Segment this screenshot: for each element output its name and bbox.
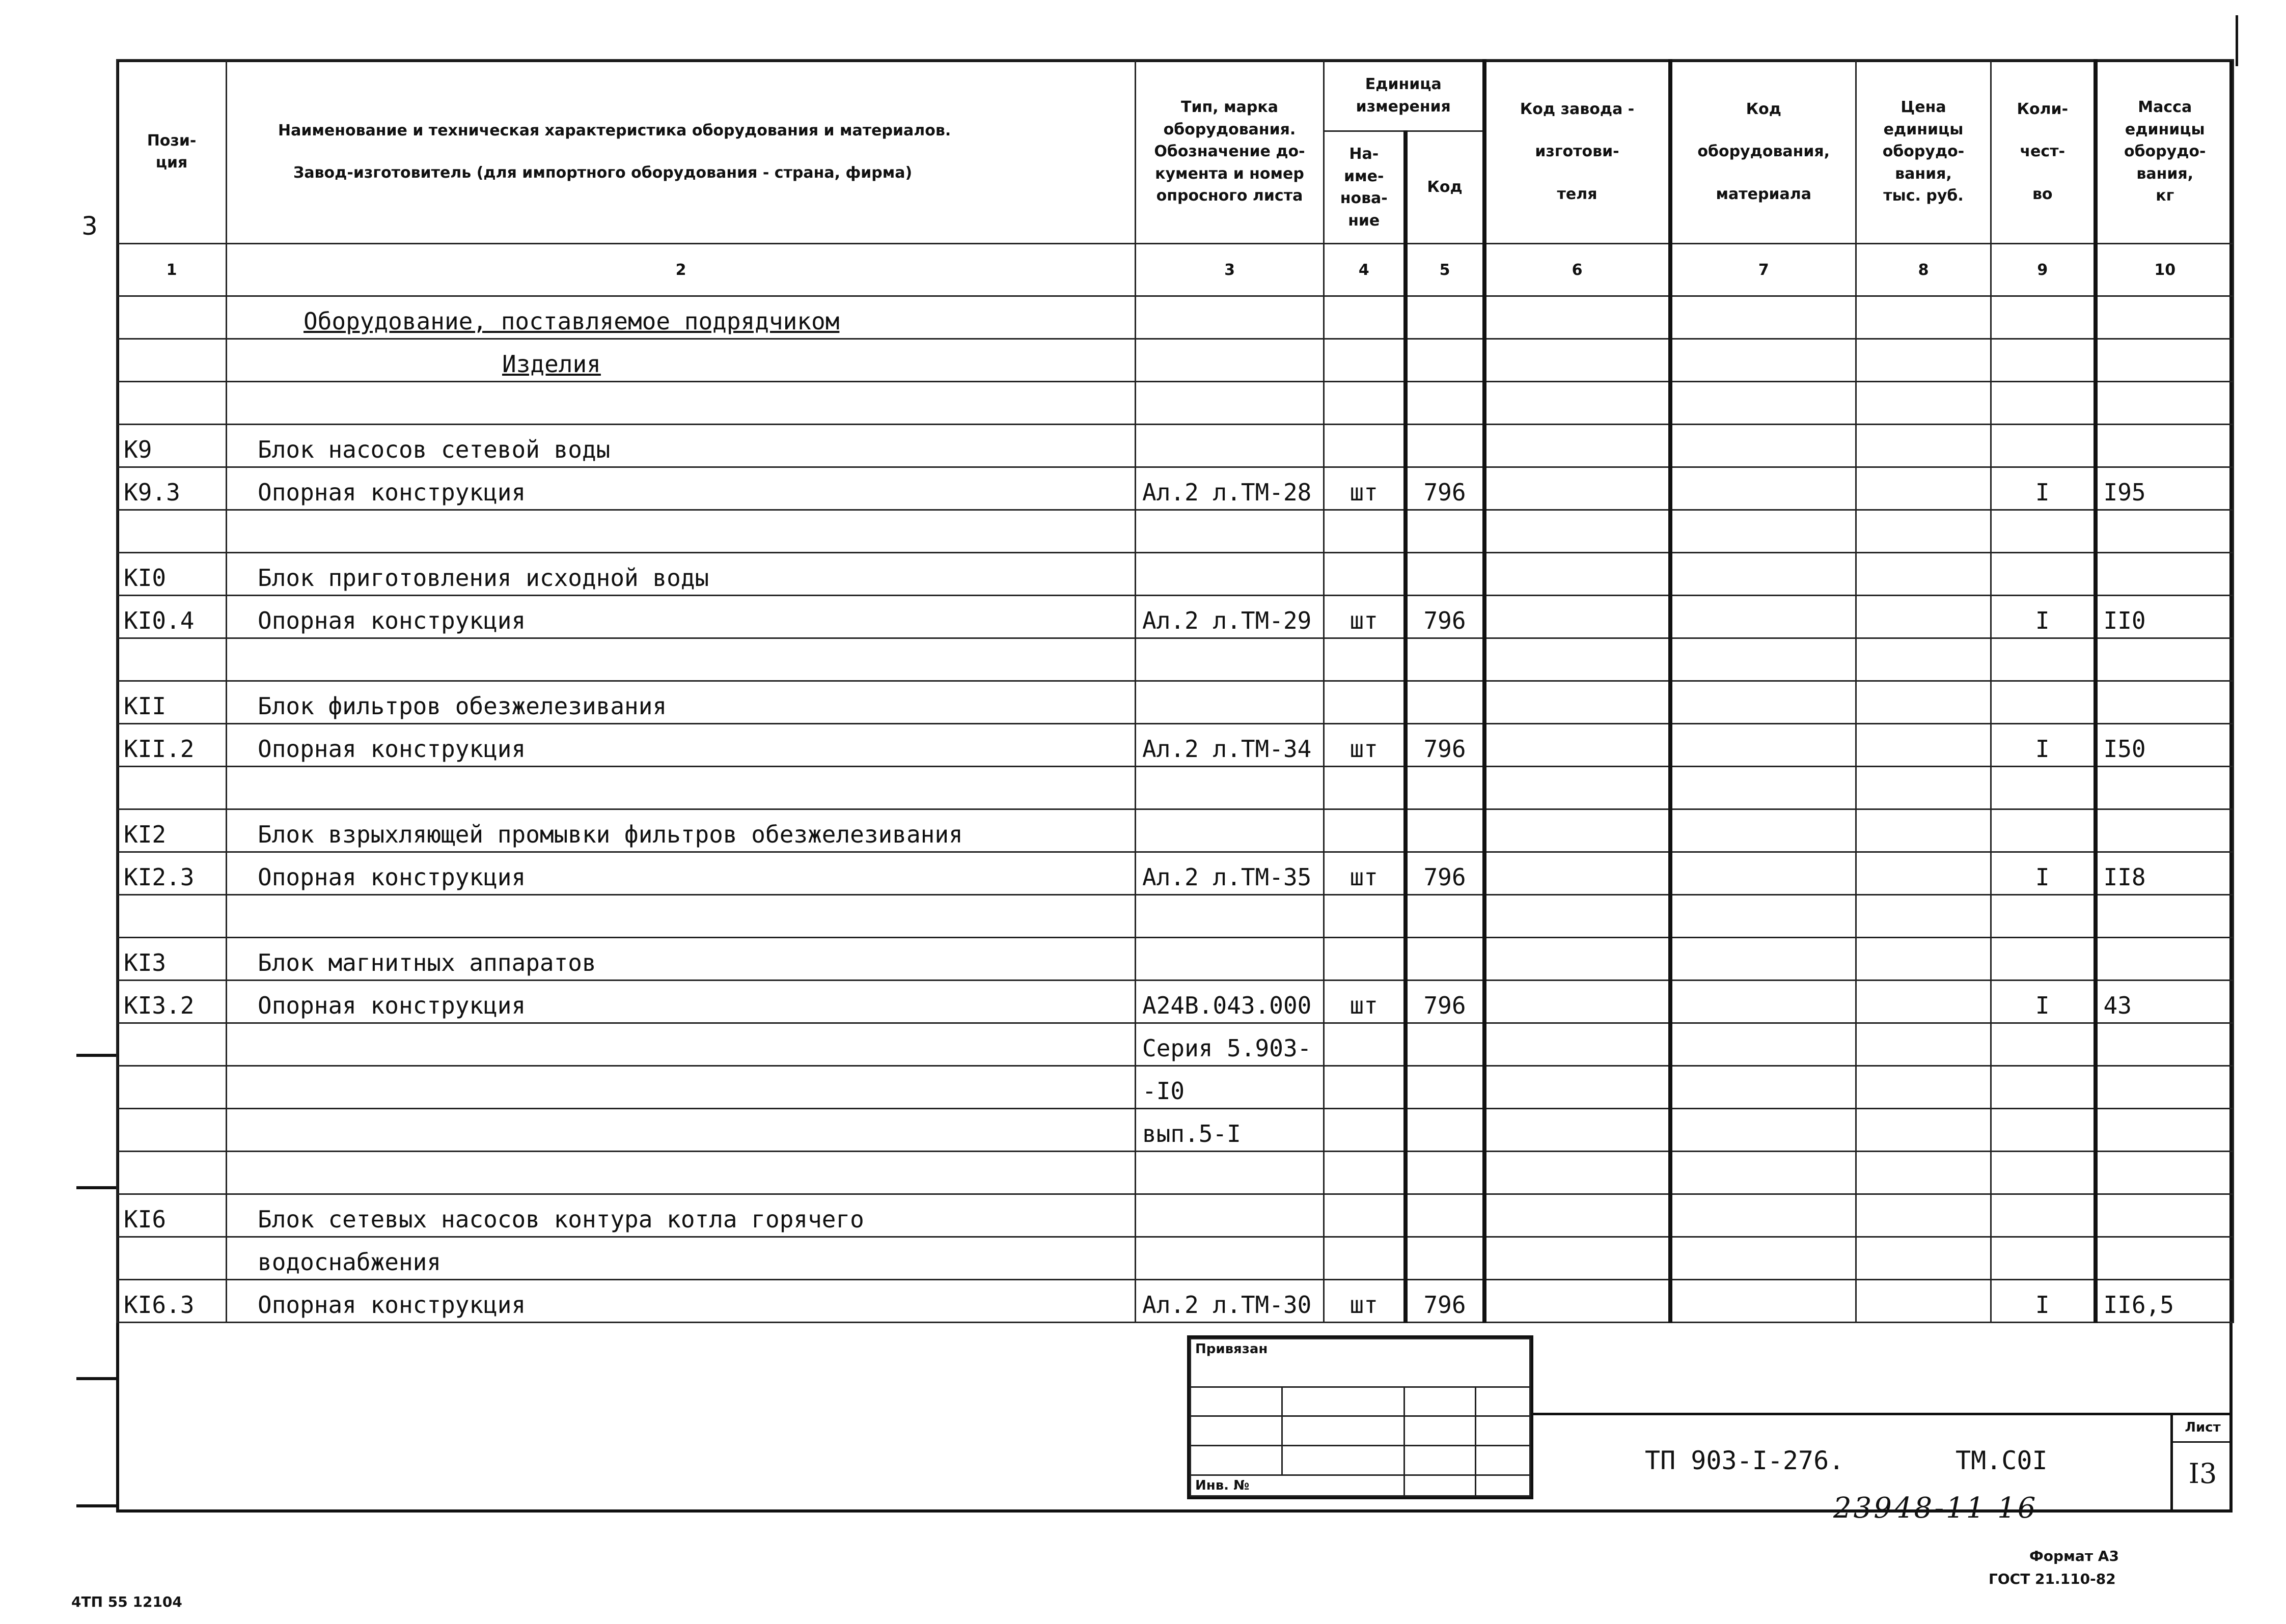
quantity-cell (1991, 681, 2096, 724)
type-cell (1136, 895, 1324, 938)
type-cell: А24В.043.000 (1136, 981, 1324, 1023)
price-cell (1856, 1109, 1991, 1152)
name-cell: Блок взрыхляющей промывки фильтров обезжелезивания (227, 809, 1136, 852)
equipment-code-cell (1670, 510, 1856, 553)
position-cell: КI0.4 (117, 596, 227, 638)
approval-stamp (1187, 1335, 1533, 1499)
equipment-code-cell (1670, 425, 1856, 467)
name-cell (227, 767, 1136, 809)
type-cell (1136, 809, 1324, 852)
equipment-code-cell (1670, 1280, 1856, 1323)
price-cell (1856, 510, 1991, 553)
quantity-cell (1991, 425, 2096, 467)
name-cell (227, 1109, 1136, 1152)
mass-cell (2096, 1194, 2234, 1237)
type-cell: Серия 5.903- (1136, 1023, 1324, 1066)
position-cell: КI2 (117, 809, 227, 852)
margin-tick (76, 1054, 116, 1057)
table-row (117, 981, 2234, 1023)
margin-tick (2236, 15, 2238, 66)
position-cell: КII (117, 681, 227, 724)
unit-code-cell (1406, 638, 1484, 681)
equipment-code-cell (1670, 767, 1856, 809)
type-cell (1136, 767, 1324, 809)
unit-name-cell (1324, 1066, 1406, 1109)
column-number: 4 (1324, 244, 1406, 296)
mass-cell: I50 (2096, 724, 2234, 767)
header-unit-name: На- име- нова- ние (1324, 131, 1406, 244)
equipment-code-cell (1670, 638, 1856, 681)
column-number: 3 (1136, 244, 1324, 296)
manufacturer-code-cell (1484, 1023, 1670, 1066)
table-row (117, 638, 2234, 681)
column-number: 5 (1406, 244, 1484, 296)
position-cell: КI0 (117, 553, 227, 596)
price-cell (1856, 895, 1991, 938)
quantity-cell: I (1991, 596, 2096, 638)
column-number: 9 (1991, 244, 2096, 296)
unit-name-cell (1324, 425, 1406, 467)
mass-cell (2096, 1237, 2234, 1280)
equipment-code-cell (1670, 809, 1856, 852)
header-quantity: Коли- чест- во (1991, 60, 2096, 244)
name-cell (227, 382, 1136, 425)
table-row (117, 852, 2234, 895)
handwritten-number: 23948-11 16 (1833, 1492, 2038, 1525)
price-cell (1856, 638, 1991, 681)
equipment-code-cell (1670, 681, 1856, 724)
unit-name-cell (1324, 681, 1406, 724)
unit-code-cell: 796 (1406, 852, 1484, 895)
margin-tick (76, 1504, 116, 1507)
name-cell: Блок приготовления исходной воды (227, 553, 1136, 596)
document-code: ТП 903-I-276. (1645, 1446, 1844, 1475)
position-cell (117, 895, 227, 938)
manufacturer-code-cell (1484, 1109, 1670, 1152)
position-cell: КI3 (117, 938, 227, 981)
quantity-cell (1991, 1194, 2096, 1237)
quantity-cell (1991, 1237, 2096, 1280)
unit-code-cell (1406, 767, 1484, 809)
unit-code-cell (1406, 1023, 1484, 1066)
header-unit-group: Единица измерения (1324, 60, 1484, 131)
manufacturer-code-cell (1484, 938, 1670, 981)
position-cell (117, 767, 227, 809)
type-cell (1136, 553, 1324, 596)
type-cell: Ал.2 л.ТМ-34 (1136, 724, 1324, 767)
name-cell: Опорная конструкция (227, 852, 1136, 895)
equipment-code-cell (1670, 895, 1856, 938)
unit-name-cell: шт (1324, 467, 1406, 510)
manufacturer-code-cell (1484, 1194, 1670, 1237)
mass-cell (2096, 382, 2234, 425)
name-cell (227, 1023, 1136, 1066)
document-mark: ТМ.С0I (1956, 1446, 2048, 1475)
equipment-code-cell (1670, 553, 1856, 596)
unit-name-cell (1324, 510, 1406, 553)
unit-code-cell (1406, 895, 1484, 938)
header-manufacturer-code: Код завода - изготови- теля (1484, 60, 1670, 244)
table-row (117, 1109, 2234, 1152)
column-number: 1 (117, 244, 227, 296)
price-cell (1856, 938, 1991, 981)
type-cell (1136, 638, 1324, 681)
unit-code-cell (1406, 1109, 1484, 1152)
mass-cell (2096, 681, 2234, 724)
manufacturer-code-cell (1484, 638, 1670, 681)
price-cell (1856, 1066, 1991, 1109)
unit-code-cell: 796 (1406, 724, 1484, 767)
price-cell (1856, 1152, 1991, 1194)
unit-code-cell (1406, 1152, 1484, 1194)
name-cell (227, 1152, 1136, 1194)
unit-code-cell (1406, 425, 1484, 467)
name-cell: Опорная конструкция (227, 981, 1136, 1023)
equipment-code-cell (1670, 596, 1856, 638)
manufacturer-code-cell (1484, 895, 1670, 938)
title-block-line (1533, 1413, 2233, 1415)
unit-code-cell (1406, 510, 1484, 553)
mass-cell (2096, 425, 2234, 467)
name-cell: Опорная конструкция (227, 1280, 1136, 1323)
type-cell (1136, 1237, 1324, 1280)
quantity-cell (1991, 510, 2096, 553)
mass-cell: I95 (2096, 467, 2234, 510)
table-row (117, 382, 2234, 425)
manufacturer-code-cell (1484, 724, 1670, 767)
table-row (117, 553, 2234, 596)
unit-code-cell (1406, 382, 1484, 425)
type-cell (1136, 425, 1324, 467)
equipment-code-cell (1670, 724, 1856, 767)
table-row (117, 1280, 2234, 1323)
manufacturer-code-cell (1484, 467, 1670, 510)
quantity-cell (1991, 638, 2096, 681)
header-equipment-code: Код оборудования, материала (1670, 60, 1856, 244)
unit-name-cell (1324, 553, 1406, 596)
price-cell (1856, 981, 1991, 1023)
position-cell: КI6 (117, 1194, 227, 1237)
table-row (117, 339, 2234, 382)
position-cell: КII.2 (117, 724, 227, 767)
manufacturer-code-cell (1484, 382, 1670, 425)
table-row (117, 895, 2234, 938)
manufacturer-code-cell (1484, 809, 1670, 852)
quantity-cell (1991, 553, 2096, 596)
table-row (117, 425, 2234, 467)
table-row (117, 1023, 2234, 1066)
manufacturer-code-cell (1484, 767, 1670, 809)
type-cell (1136, 938, 1324, 981)
equipment-code-cell (1670, 1152, 1856, 1194)
name-cell: Блок фильтров обезжелезивания (227, 681, 1136, 724)
price-cell (1856, 809, 1991, 852)
position-cell (117, 1152, 227, 1194)
column-number: 8 (1856, 244, 1991, 296)
quantity-cell: I (1991, 981, 2096, 1023)
type-cell (1136, 510, 1324, 553)
mass-cell (2096, 809, 2234, 852)
table-row (117, 767, 2234, 809)
name-cell (227, 510, 1136, 553)
quantity-cell (1991, 1023, 2096, 1066)
position-cell: К9 (117, 425, 227, 467)
unit-name-cell: шт (1324, 1280, 1406, 1323)
unit-code-cell: 796 (1406, 1280, 1484, 1323)
unit-name-cell: шт (1324, 981, 1406, 1023)
unit-name-cell: шт (1324, 724, 1406, 767)
quantity-cell (1991, 809, 2096, 852)
unit-code-cell (1406, 553, 1484, 596)
unit-code-cell (1406, 938, 1484, 981)
unit-name-cell (1324, 1237, 1406, 1280)
unit-name-cell (1324, 1023, 1406, 1066)
specification-table (116, 59, 2234, 1323)
table-row (117, 681, 2234, 724)
position-cell (117, 1109, 227, 1152)
price-cell (1856, 467, 1991, 510)
name-cell: Опорная конструкция (227, 467, 1136, 510)
table-row (117, 596, 2234, 638)
stamp-tied-label: Привязан (1191, 1339, 1530, 1387)
manufacturer-code-cell (1484, 510, 1670, 553)
price-cell (1856, 852, 1991, 895)
header-position: Пози- ция (117, 60, 227, 244)
manufacturer-code-cell (1484, 1237, 1670, 1280)
quantity-cell (1991, 767, 2096, 809)
mass-cell (2096, 638, 2234, 681)
position-cell: КI6.3 (117, 1280, 227, 1323)
equipment-code-cell (1670, 382, 1856, 425)
quantity-cell (1991, 895, 2096, 938)
stamp-inventory-label: Инв. № (1191, 1475, 1404, 1496)
mass-cell (2096, 895, 2234, 938)
unit-code-cell (1406, 1066, 1484, 1109)
unit-code-cell: 796 (1406, 981, 1484, 1023)
mass-cell (2096, 553, 2234, 596)
price-cell (1856, 724, 1991, 767)
manufacturer-code-cell (1484, 425, 1670, 467)
type-cell (1136, 382, 1324, 425)
name-cell: Опорная конструкция (227, 724, 1136, 767)
type-cell: Ал.2 л.ТМ-30 (1136, 1280, 1324, 1323)
archive-code: 4ТП 55 12104 (71, 1593, 182, 1610)
unit-name-cell (1324, 938, 1406, 981)
unit-code-cell: 796 (1406, 467, 1484, 510)
manufacturer-code-cell (1484, 681, 1670, 724)
table-row (117, 724, 2234, 767)
type-cell (1136, 681, 1324, 724)
type-cell (1136, 1152, 1324, 1194)
column-number: 10 (2096, 244, 2234, 296)
quantity-cell: I (1991, 724, 2096, 767)
unit-name-cell: шт (1324, 596, 1406, 638)
position-cell: К9.3 (117, 467, 227, 510)
name-cell (227, 895, 1136, 938)
price-cell (1856, 382, 1991, 425)
margin-tick (76, 1377, 116, 1380)
mass-cell (2096, 1152, 2234, 1194)
type-cell: -I0 (1136, 1066, 1324, 1109)
quantity-cell (1991, 938, 2096, 981)
name-cell: Опорная конструкция (227, 596, 1136, 638)
price-cell (1856, 1237, 1991, 1280)
table-row (117, 809, 2234, 852)
equipment-code-cell (1670, 1066, 1856, 1109)
header-name: Наименование и техническая характеристика оборудования и материалов. Завод-изготовитель (для импортного оборудования - страна, фирма) (227, 60, 1136, 244)
column-number: 6 (1484, 244, 1670, 296)
margin-mark: 3 (81, 211, 98, 241)
mass-cell: II0 (2096, 596, 2234, 638)
header-mass: Масса единицы оборудо- вания, кг (2096, 60, 2234, 244)
position-cell (117, 510, 227, 553)
unit-name-cell (1324, 1194, 1406, 1237)
position-cell (117, 1023, 227, 1066)
column-number: 2 (227, 244, 1136, 296)
type-cell: Ал.2 л.ТМ-29 (1136, 596, 1324, 638)
header-type: Тип, марка оборудования. Обозначение до- кумента и номер опросного листа (1136, 60, 1324, 244)
table-row (117, 467, 2234, 510)
manufacturer-code-cell (1484, 553, 1670, 596)
price-cell (1856, 1280, 1991, 1323)
equipment-code-cell (1670, 1194, 1856, 1237)
manufacturer-code-cell (1484, 1152, 1670, 1194)
quantity-cell (1991, 1152, 2096, 1194)
name-cell: Блок насосов сетевой воды (227, 425, 1136, 467)
column-number: 7 (1670, 244, 1856, 296)
position-cell (117, 1237, 227, 1280)
table-row (117, 1194, 2234, 1237)
sheet-label: Лист (2173, 1414, 2233, 1443)
type-cell: вып.5-I (1136, 1109, 1324, 1152)
unit-code-cell: 796 (1406, 596, 1484, 638)
price-cell (1856, 1023, 1991, 1066)
type-cell: Ал.2 л.ТМ-35 (1136, 852, 1324, 895)
format-label: Формат А3 (2029, 1548, 2119, 1564)
name-cell (227, 1066, 1136, 1109)
unit-code-cell (1406, 1237, 1484, 1280)
subsection-title: Изделия (227, 339, 1136, 382)
unit-name-cell (1324, 767, 1406, 809)
header-unit-code: Код (1406, 131, 1484, 244)
type-cell: Ал.2 л.ТМ-28 (1136, 467, 1324, 510)
quantity-cell (1991, 382, 2096, 425)
price-cell (1856, 553, 1991, 596)
unit-code-cell (1406, 1194, 1484, 1237)
table-row (117, 296, 2234, 339)
manufacturer-code-cell (1484, 1280, 1670, 1323)
quantity-cell: I (1991, 1280, 2096, 1323)
mass-cell (2096, 938, 2234, 981)
name-cell (227, 638, 1136, 681)
manufacturer-code-cell (1484, 1066, 1670, 1109)
manufacturer-code-cell (1484, 981, 1670, 1023)
mass-cell (2096, 1023, 2234, 1066)
sheet-number-box (2170, 1414, 2233, 1510)
position-cell: КI3.2 (117, 981, 227, 1023)
equipment-code-cell (1670, 938, 1856, 981)
position-cell (117, 382, 227, 425)
position-cell (117, 1066, 227, 1109)
header-price: Цена единицы оборудо- вания, тыс. руб. (1856, 60, 1991, 244)
price-cell (1856, 596, 1991, 638)
unit-name-cell (1324, 382, 1406, 425)
equipment-code-cell (1670, 1109, 1856, 1152)
quantity-cell (1991, 1109, 2096, 1152)
price-cell (1856, 767, 1991, 809)
unit-name-cell (1324, 809, 1406, 852)
price-cell (1856, 1194, 1991, 1237)
quantity-cell: I (1991, 852, 2096, 895)
sheet-number: I3 (2188, 1458, 2217, 1490)
standard-label: ГОСТ 21.110-82 (1989, 1571, 2116, 1587)
table-row (117, 1152, 2234, 1194)
quantity-cell: I (1991, 467, 2096, 510)
position-cell: КI2.3 (117, 852, 227, 895)
section-title: Оборудование, поставляемое подрядчиком (227, 296, 1136, 339)
unit-name-cell (1324, 1109, 1406, 1152)
manufacturer-code-cell (1484, 852, 1670, 895)
mass-cell (2096, 767, 2234, 809)
equipment-code-cell (1670, 1023, 1856, 1066)
mass-cell (2096, 510, 2234, 553)
unit-name-cell (1324, 638, 1406, 681)
equipment-code-cell (1670, 1237, 1856, 1280)
position-cell (117, 638, 227, 681)
mass-cell (2096, 1109, 2234, 1152)
table-row (117, 1066, 2234, 1109)
mass-cell: II6,5 (2096, 1280, 2234, 1323)
manufacturer-code-cell (1484, 596, 1670, 638)
mass-cell (2096, 1066, 2234, 1109)
unit-name-cell: шт (1324, 852, 1406, 895)
table-row (117, 1237, 2234, 1280)
name-cell: Блок магнитных аппаратов (227, 938, 1136, 981)
price-cell (1856, 681, 1991, 724)
unit-code-cell (1406, 681, 1484, 724)
equipment-code-cell (1670, 467, 1856, 510)
equipment-code-cell (1670, 981, 1856, 1023)
unit-name-cell (1324, 1152, 1406, 1194)
margin-tick (76, 1186, 116, 1189)
unit-name-cell (1324, 895, 1406, 938)
equipment-code-cell (1670, 852, 1856, 895)
name-cell: водоснабжения (227, 1237, 1136, 1280)
mass-cell: II8 (2096, 852, 2234, 895)
price-cell (1856, 425, 1991, 467)
quantity-cell (1991, 1066, 2096, 1109)
table-row (117, 510, 2234, 553)
name-cell: Блок сетевых насосов контура котла горячего (227, 1194, 1136, 1237)
mass-cell: 43 (2096, 981, 2234, 1023)
unit-code-cell (1406, 809, 1484, 852)
type-cell (1136, 1194, 1324, 1237)
table-row (117, 938, 2234, 981)
